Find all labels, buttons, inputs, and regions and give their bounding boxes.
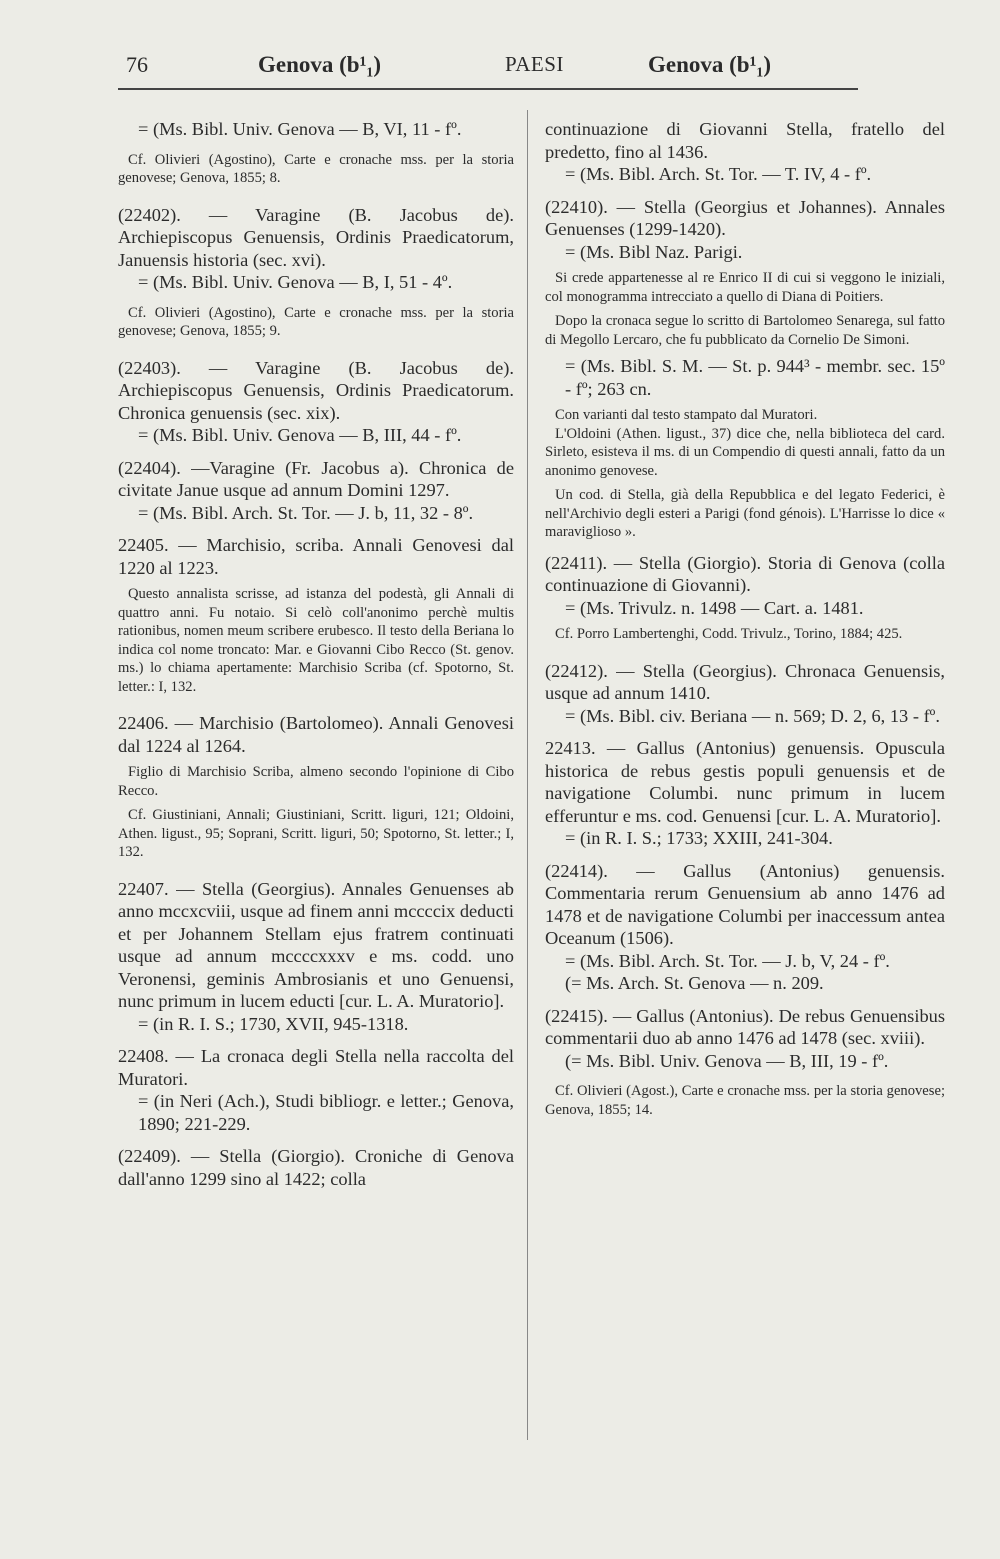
running-title-right: Genova (b¹₁) [648, 52, 772, 77]
catalog-entry: (22409). — Stella (Giorgio). Croniche di Genova dall'anno 1299 sino al 1422; colla [118, 1146, 514, 1189]
citation: = (in R. I. S.; 1730, XVII, 945-1318. [138, 1013, 409, 1034]
reference-note: Cf. Olivieri (Agost.), Carte e cronache mss. per la storia genovese; Genova, 1855; 14. [545, 1083, 945, 1118]
catalog-entry: (22403). — Varagine (B. Jacobus de). Archiepiscopus Genuensis, Ordinis Praedicatorum. Chronica genuensis (sec. xix). [118, 357, 514, 423]
citation: = (Ms. Bibl. Univ. Genova — B, I, 51 - 4º. [138, 272, 453, 292]
reference-note: Questo annalista scrisse, ad istanza del podestà, gli Annali di quattro anni. Fu notaio. Si celò coll'anonimo perchè multis rationibus, nomen meum scribere erubesco. Il testo della Beriana lo indica col nome troncato: Mar. e Giovanni Cibo Recco (St. genov. ms.) lo chiama apertamente: Marchisio Scriba (cf. Spotorno, St. letter.: I, 132. [118, 586, 514, 695]
reference-note: Un cod. di Stella, già della Repubblica e del legato Federici, è nell'Archivio degli esteri a Parigi (fond génois). L'Harrisse lo dice « maraviglioso ». [545, 487, 945, 540]
column-divider [527, 110, 528, 1440]
citation: = (Ms. Bibl. Univ. Genova — B, III, 44 - fº. [138, 425, 462, 445]
catalog-entry: continuazione di Giovanni Stella, fratello del predetto, fino al 1436. [545, 119, 945, 162]
citation: = (Ms. Bibl Naz. Parigi. [565, 241, 743, 262]
catalog-entry: (22412). — Stella (Georgius). Chronaca Genuensis, usque ad annum 1410. [545, 660, 945, 703]
citation: = (Ms. Trivulz. n. 1498 — Cart. a. 1481. [565, 597, 864, 618]
reference-note: Si crede appartenesse al re Enrico II di cui si veggono le iniziali, col monogramma intrecciato a quello di Diana di Poitiers. [545, 270, 945, 305]
reference-note: Cf. Giustiniani, Annali; Giustiniani, Scritt. liguri, 121; Oldoini, Athen. ligust., 95; Soprani, Scritt. liguri, 50; Spotorno, St. letter.; I, 132. [118, 807, 514, 860]
catalog-entry: (22415). — Gallus (Antonius). De rebus Genuensibus commentarii duo ab anno 1476 ad 1478 (sec. xviii). [545, 1005, 945, 1048]
reference-note: Figlio di Marchisio Scriba, almeno secondo l'opinione di Cibo Recco. [118, 764, 514, 799]
catalog-entry: 22406. — Marchisio (Bartolomeo). Annali Genovesi dal 1224 al 1264. [118, 713, 514, 756]
page-number: 76 [126, 52, 148, 77]
citation: = (Ms. Bibl. Univ. Genova — B, VI, 11 - fº. [138, 119, 462, 139]
catalog-entry: 22407. — Stella (Georgius). Annales Genuenses ab anno mccxcviii, usque ad finem anni mccccix deducti et per Johannem Stellam ejus fratrem continuati usque ad annum mccccxxxv e ms. codd. uno Veronensi, geminis Ambrosianis et uno Genuensi, nunc primum in lucem educti [cur. L. A. Muratorio]. [118, 878, 514, 1011]
citation: (= Ms. Bibl. Univ. Genova — B, III, 19 - fº. [565, 1050, 889, 1071]
citation: (= Ms. Arch. St. Genova — n. 209. [565, 973, 824, 993]
reference-note: Dopo la cronaca segue lo scritto di Bartolomeo Senarega, sul fatto di Megollo Lercaro, che fu pubblicato da Cornelio De Simoni. [545, 313, 945, 348]
reference-note: L'Oldoini (Athen. ligust., 37) dice che, nella biblioteca del card. Sirleto, esisteva il ms. di un Compendio di questi annali, fatto da un anonimo genovese. [545, 425, 945, 479]
running-title-center: PAESI [505, 52, 564, 76]
left-column [118, 118, 514, 1190]
citation: = (Ms. Bibl. Arch. St. Tor. — J. b, V, 24 - fº. [565, 950, 890, 971]
catalog-entry: (22410). — Stella (Georgius et Johannes). Annales Genuenses (1299-1420). [545, 196, 945, 239]
catalog-entry: 22408. — La cronaca degli Stella nella raccolta del Muratori. [118, 1046, 514, 1089]
page-header [120, 52, 860, 92]
citation: = (Ms. Bibl. Arch. St. Tor. — J. b, 11, 32 - 8º. [138, 502, 474, 523]
reference-note: Cf. Olivieri (Agostino), Carte e cronache mss. per la storia genovese; Genova, 1855; 8. [118, 151, 514, 186]
running-title-left: Genova (b¹₁) [258, 52, 382, 77]
catalog-entry: (22402). — Varagine (B. Jacobus de). Archiepiscopus Genuensis, Ordinis Praedicatorum, Januensis historia (sec. xvi). [118, 204, 514, 270]
reference-note: Con varianti dal testo stampato dal Muratori. [555, 407, 818, 423]
catalog-entry: (22404). —Varagine (Fr. Jacobus a). Chronica de civitate Janue usque ad annum Domini 1297. [118, 457, 514, 500]
citation: = (in Neri (Ach.), Studi bibliogr. e letter.; Genova, 1890; 221-229. [138, 1091, 514, 1134]
citation: = (Ms. Bibl. Arch. St. Tor. — T. IV, 4 - fº. [565, 164, 872, 184]
reference-note: Cf. Olivieri (Agostino), Carte e cronache mss. per la storia genovese; Genova, 1855; 9. [118, 304, 514, 339]
header-rule [118, 88, 858, 90]
catalog-entry: 22413. — Gallus (Antonius) genuensis. Opuscula historica de rebus gestis populi genuensis et de navigatione Columbi. nunc primum in lucem efferuntur e ms. cod. Genuensi [cur. L. A. Muratorio]. [545, 738, 945, 826]
citation: = (in R. I. S.; 1733; XXIII, 241-304. [565, 828, 833, 848]
reference-note: Cf. Porro Lambertenghi, Codd. Trivulz., Torino, 1884; 425. [555, 626, 903, 642]
right-column [545, 118, 945, 1119]
citation: = (Ms. Bibl. civ. Beriana — n. 569; D. 2, 6, 13 - fº. [565, 705, 940, 726]
catalog-entry: 22405. — Marchisio, scriba. Annali Genovesi dal 1220 al 1223. [118, 535, 514, 578]
catalog-entry: (22411). — Stella (Giorgio). Storia di Genova (colla continuazione di Giovanni). [545, 552, 945, 595]
citation: = (Ms. Bibl. S. M. — St. p. 944³ - membr. sec. 15º - fº; 263 cn. [565, 356, 945, 399]
catalog-entry: (22414). — Gallus (Antonius) genuensis. Commentaria rerum Genuensium ab anno 1476 ad 1478 et de navigatione Columbi per inaccessum antea Oceanum (1506). [545, 860, 945, 948]
